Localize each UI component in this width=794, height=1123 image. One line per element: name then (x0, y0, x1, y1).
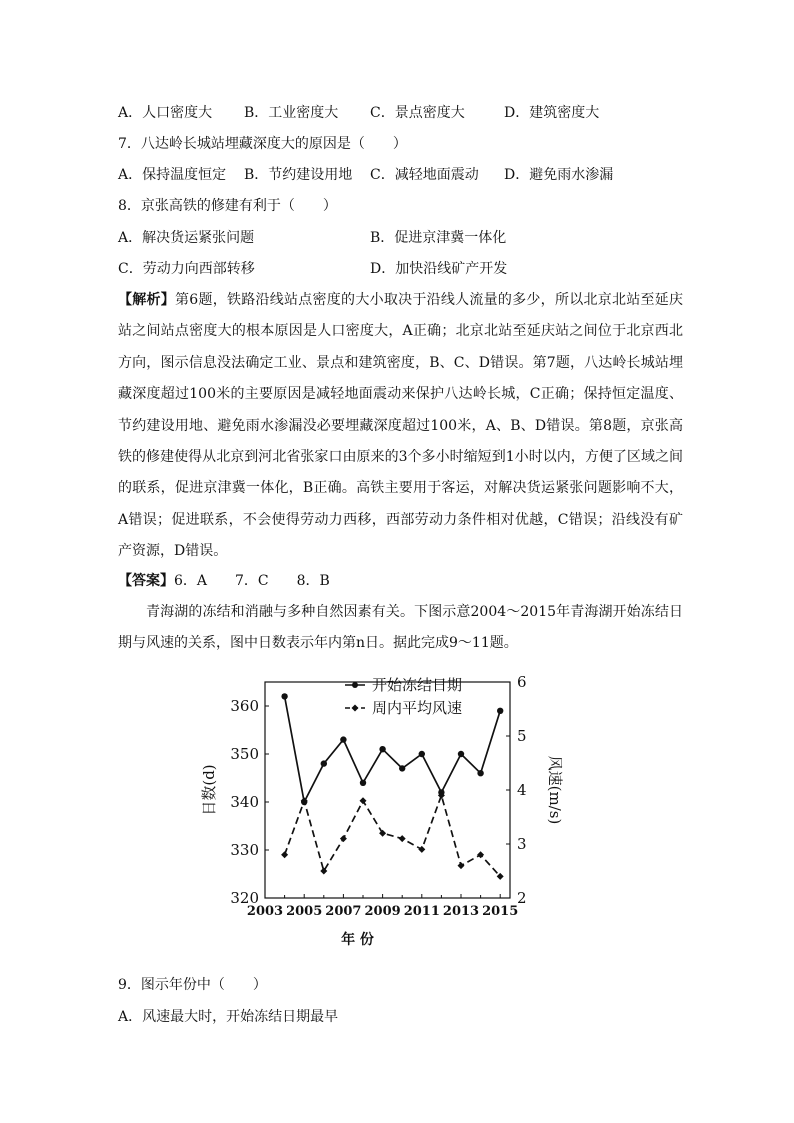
q6-option-d: D．建筑密度大 (504, 105, 600, 121)
legend-label-wind: 周内平均风速 (372, 699, 463, 717)
x-tick-label: 2009 (364, 904, 401, 919)
q7-option-d: D．避免雨水渗漏 (504, 167, 614, 183)
q6-option-a: A．人口密度大 (118, 105, 213, 121)
analysis-label: 【解析】 (118, 292, 176, 308)
y-right-tick-label: 6 (517, 673, 527, 691)
legend-label-freeze: 开始冻结日期 (372, 676, 463, 694)
q8-option-a: A．解决货运紧张问题 (118, 230, 255, 246)
x-tick-label: 2003 (246, 904, 284, 919)
freeze-date-point (360, 780, 366, 786)
freeze-date-point (379, 746, 385, 752)
wind-speed-point (418, 846, 425, 853)
q7-stem: 7．八达岭长城站埋藏深度大的原因是（ ） (118, 136, 407, 152)
y-left-tick-label: 340 (230, 793, 259, 811)
freeze-date-point (419, 751, 425, 757)
legend-dashed-marker (352, 705, 359, 712)
y-left-tick-label: 320 (230, 889, 259, 907)
x-axis-title: 年 份 (341, 932, 374, 948)
q9-stem: 9．图示年份中（ ） (118, 977, 267, 993)
y-right-tick-label: 2 (517, 889, 527, 907)
q9-option-a: A．风速最大时，开始冻结日期最早 (118, 1009, 339, 1025)
q8-option-b: B．促进京津冀一体化 (370, 230, 507, 246)
y-right-tick-label: 5 (517, 727, 527, 745)
q7-option-c: C．减轻地面震动 (370, 167, 479, 183)
wind-speed-point (340, 835, 347, 842)
freeze-date-point (281, 693, 287, 699)
answer-text: 6．A 7．C 8．B (174, 573, 330, 589)
q8-option-d: D．加快沿线矿产开发 (370, 261, 508, 277)
freeze-date-point (340, 736, 346, 742)
q6-option-b: B．工业密度大 (244, 105, 339, 121)
wind-speed-point (477, 851, 484, 858)
wind-speed-point (281, 851, 288, 858)
x-tick-label: 2005 (286, 904, 323, 919)
q8-stem: 8．京张高铁的修建有利于（ ） (118, 198, 337, 214)
answer-line (118, 571, 330, 591)
x-tick-label: 2013 (442, 904, 480, 919)
freeze-date-point (458, 751, 464, 757)
y-right-tick-label: 4 (517, 781, 527, 799)
analysis-paragraph (118, 285, 683, 568)
freeze-date-point (321, 760, 327, 766)
y-left-tick-label: 330 (230, 841, 259, 859)
freeze-date-point (477, 770, 483, 776)
q7-option-a: A．保持温度恒定 (118, 167, 227, 183)
y-left-tick-label: 350 (230, 745, 259, 763)
q8-option-c: C．劳动力向西部转移 (118, 261, 255, 277)
wind-speed-point (399, 835, 406, 842)
x-tick-label: 2011 (403, 904, 440, 919)
freeze-date-wind-chart (200, 668, 564, 958)
legend-solid-marker (352, 682, 358, 688)
y-right-tick-label: 3 (517, 835, 527, 853)
series-line-wind-speed (285, 795, 501, 876)
wind-speed-point (497, 873, 504, 880)
y-axis-left-title: 日数(d) (200, 764, 218, 816)
freeze-date-point (497, 708, 503, 714)
q6-option-c: C．景点密度大 (370, 105, 465, 121)
answer-label: 【答案】 (118, 573, 174, 589)
y-axis-right-title: 风速(m/s) (546, 755, 564, 825)
analysis-text: 第6题，铁路沿线站点密度的大小取决于沿线人流量的多少，所以北京北站至延庆站之间站点密度大的根本原因是人口密度大，A正确；北京北站至延庆站之间位于北京西北方向，图示信息没法确定工业、景点和建筑密度，B、C、D错误。第7题，八达岭长城站埋藏深度超过100米的主要原因是减轻地面震动来保护八达岭长城，C正确；保持恒定温度、节约建设用地、避免雨水渗漏没必要埋藏深度超过100米，A、B、D错误。第8题，京张高铁的修建使得从北京到河北省张家口由原来的3个多小时缩短到1小时以内，方便了区域之间的联系，促进京津冀一体化，B正确。高铁主要用于客运，对解决货运紧张问题影响不大，A错误；促进联系，不会使得劳动力西移，西部劳动力条件相对优越，C错误；沿线没有矿产资源，D错误。 (118, 292, 684, 560)
x-tick-label: 2015 (482, 904, 519, 919)
freeze-date-point (399, 765, 405, 771)
q7-option-b: B．节约建设用地 (244, 167, 353, 183)
intro-paragraph: 青海湖的冻结和消融与多种自然因素有关。下图示意2004～2015年青海湖开始冻结日期与风速的关系，图中日数表示年内第n日。据此完成9～11题。 (118, 604, 683, 652)
x-tick-label: 2007 (325, 904, 362, 919)
wind-speed-point (458, 862, 465, 869)
y-left-tick-label: 360 (230, 697, 259, 715)
